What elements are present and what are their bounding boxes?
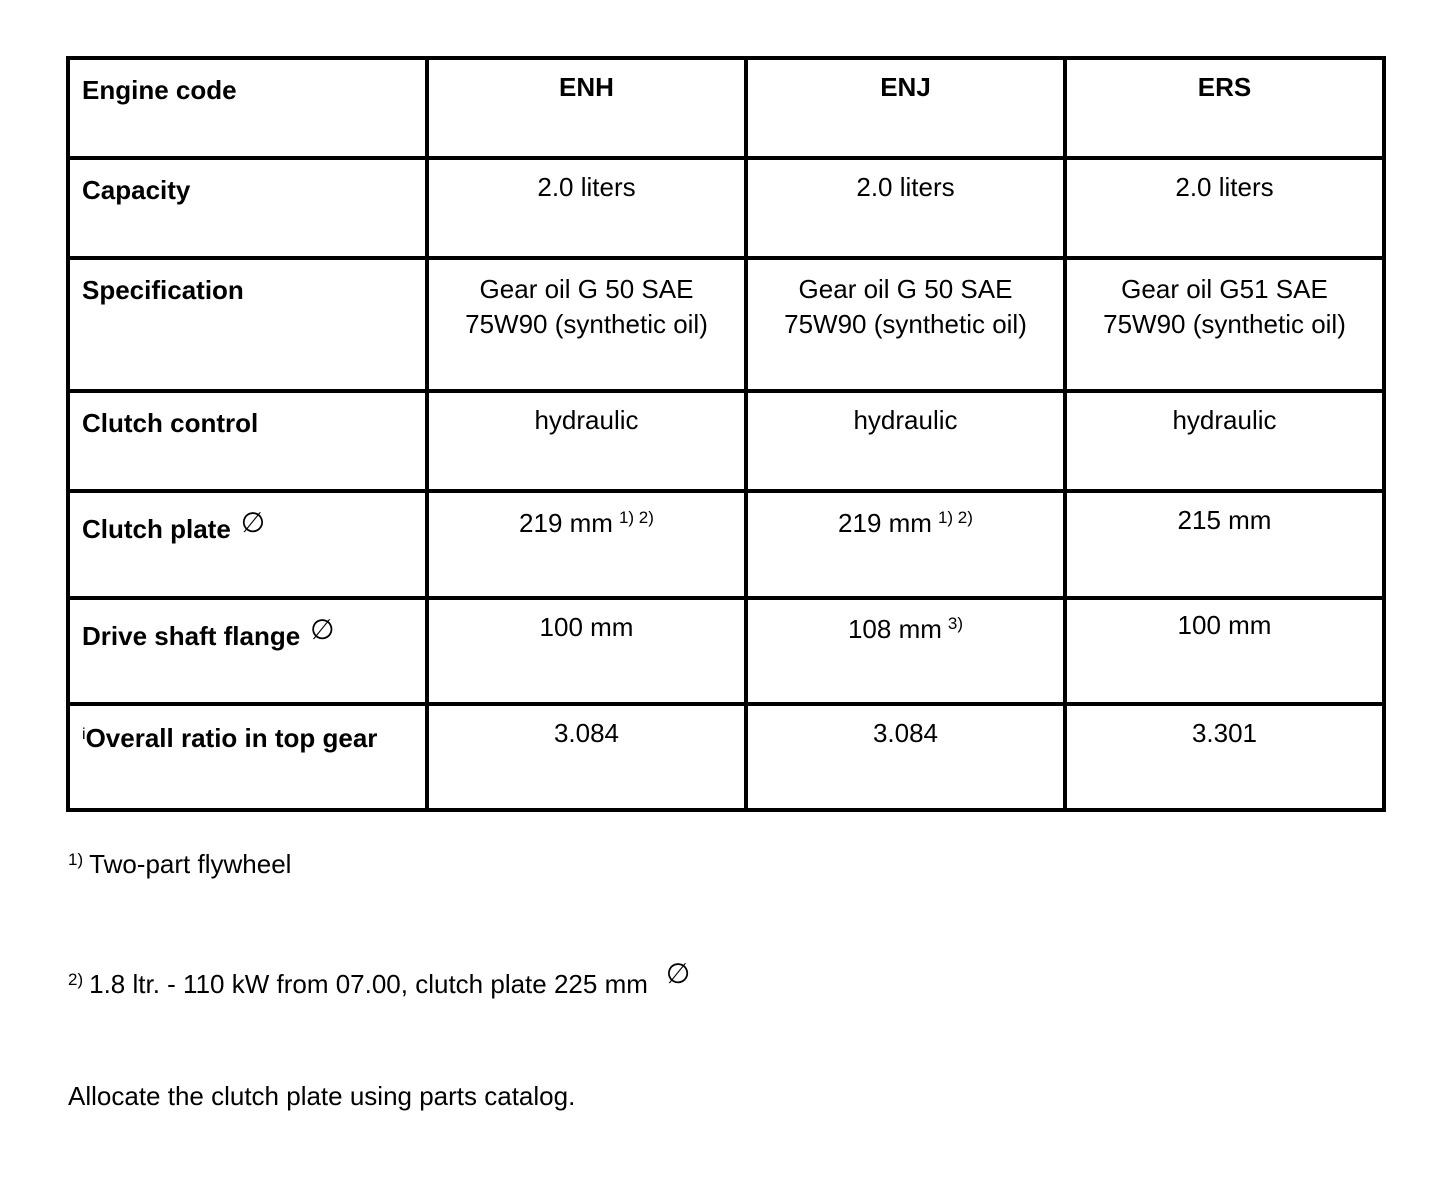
row-label-clutch-control: Clutch control xyxy=(68,391,427,491)
spec-line-1: Gear oil G51 SAE xyxy=(1121,274,1328,304)
cell-specification-ers xyxy=(1065,258,1384,391)
spec-line-2: 75W90 (synthetic oil) xyxy=(465,309,708,339)
footnote-ref: 1) 2) xyxy=(937,508,973,527)
spec-line-1: Gear oil G 50 SAE xyxy=(479,274,694,304)
cell-capacity-enj: 2.0 liters xyxy=(746,158,1065,258)
diameter-icon: ∅ xyxy=(310,614,335,645)
engine-spec-table xyxy=(66,56,1386,812)
closing-note: Allocate the clutch plate using parts catalog. xyxy=(68,1081,576,1111)
cell-clutch-plate-enj xyxy=(746,491,1065,598)
overall-ratio-label: Overall ratio in top gear xyxy=(85,723,378,753)
cell-drive-shaft-flange-enj xyxy=(746,598,1065,704)
cell-clutch-control-enj: hydraulic xyxy=(746,391,1065,491)
clutch-plate-label: Clutch plate xyxy=(82,514,231,544)
table-row-capacity xyxy=(68,158,1384,258)
column-header-enh: ENH xyxy=(427,58,746,158)
cell-overall-ratio-enj: 3.084 xyxy=(746,704,1065,810)
cell-clutch-plate-ers xyxy=(1065,491,1384,598)
footnote-marker: 1) xyxy=(68,850,84,869)
column-header-ers: ERS xyxy=(1065,58,1384,158)
table-row-engine-code xyxy=(68,58,1384,158)
cell-value: 108 mm xyxy=(847,614,942,644)
table-row-drive-shaft-flange xyxy=(68,598,1384,704)
cell-drive-shaft-flange-ers xyxy=(1065,598,1384,704)
row-label-specification: Specification xyxy=(68,258,427,391)
cell-clutch-control-enh: hydraulic xyxy=(427,391,746,491)
cell-value: 215 mm xyxy=(1177,505,1272,535)
cell-value: 219 mm xyxy=(519,508,613,538)
cell-specification-enh xyxy=(427,258,746,391)
cell-value: 219 mm xyxy=(838,508,932,538)
drive-shaft-flange-label: Drive shaft flange xyxy=(82,621,301,651)
cell-value: 100 mm xyxy=(1177,610,1272,640)
footnote-marker: 2) xyxy=(68,970,84,989)
footnote-text: 1.8 ltr. - 110 kW from 07.00, clutch plate 225 mm xyxy=(89,969,648,999)
row-label-overall-ratio xyxy=(68,704,427,810)
ratio-prefix: i xyxy=(82,726,86,743)
row-label-engine-code: Engine code xyxy=(68,58,427,158)
cell-overall-ratio-enh: 3.084 xyxy=(427,704,746,810)
table-row-overall-ratio xyxy=(68,704,1384,810)
cell-capacity-enh: 2.0 liters xyxy=(427,158,746,258)
spec-line-2: 75W90 (synthetic oil) xyxy=(784,309,1027,339)
cell-clutch-plate-enh xyxy=(427,491,746,598)
spec-line-1: Gear oil G 50 SAE xyxy=(798,274,1013,304)
row-label-capacity: Capacity xyxy=(68,158,427,258)
table-row-specification xyxy=(68,258,1384,391)
diameter-icon: ∅ xyxy=(240,507,266,538)
column-header-enj: ENJ xyxy=(746,58,1065,158)
footnote-ref: 1) 2) xyxy=(618,508,654,527)
cell-clutch-control-ers: hydraulic xyxy=(1065,391,1384,491)
footnote-2 xyxy=(68,958,691,1000)
footnote-1 xyxy=(68,848,291,880)
cell-drive-shaft-flange-enh xyxy=(427,598,746,704)
table-row-clutch-control xyxy=(68,391,1384,491)
cell-value: 100 mm xyxy=(539,612,634,642)
cell-specification-enj xyxy=(746,258,1065,391)
table-row-clutch-plate xyxy=(68,491,1384,598)
footnote-text: Two-part flywheel xyxy=(89,849,292,879)
cell-overall-ratio-ers: 3.301 xyxy=(1065,704,1384,810)
diameter-icon: ∅ xyxy=(665,958,691,989)
spec-line-2: 75W90 (synthetic oil) xyxy=(1103,309,1346,339)
footnote-ref: 3) xyxy=(947,614,964,633)
row-label-drive-shaft-flange xyxy=(68,598,427,704)
cell-capacity-ers: 2.0 liters xyxy=(1065,158,1384,258)
row-label-clutch-plate xyxy=(68,491,427,598)
